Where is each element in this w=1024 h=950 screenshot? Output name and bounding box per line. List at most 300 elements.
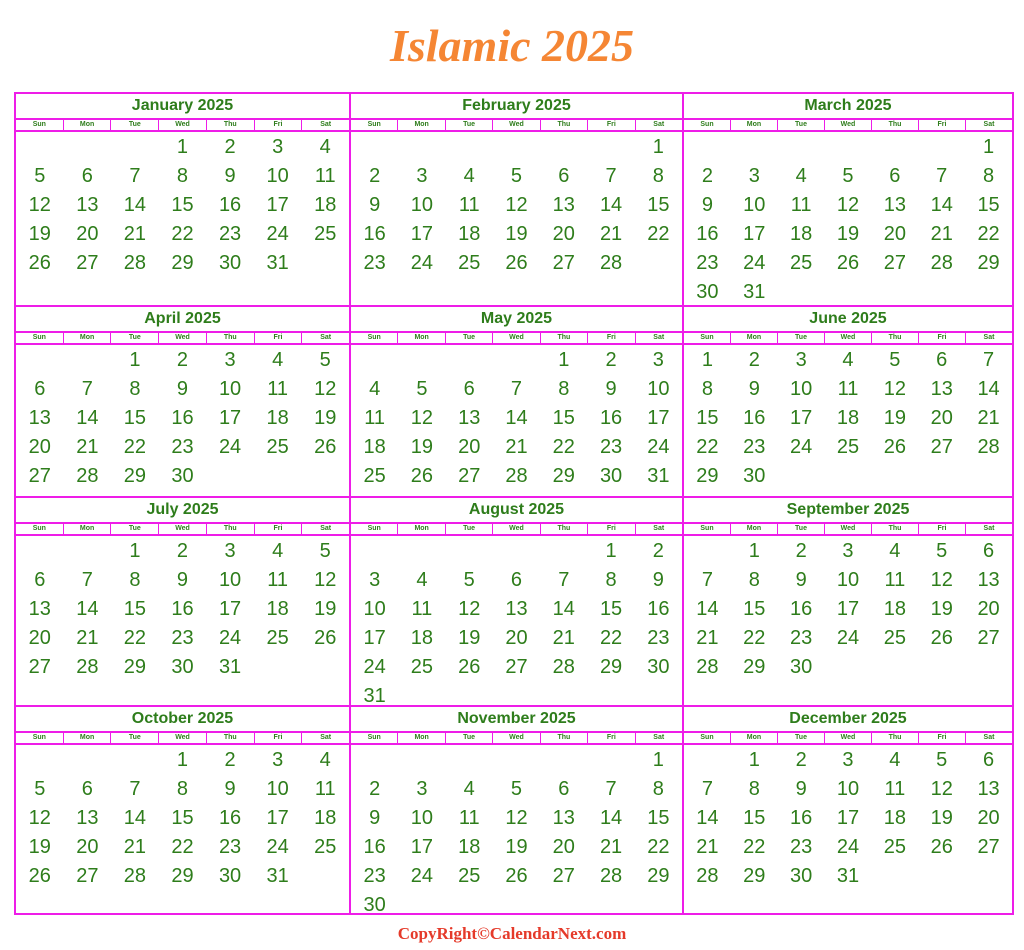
day-cell: 16 <box>599 407 623 429</box>
day-cell: 24 <box>790 436 813 458</box>
day-cell: 28 <box>123 865 147 887</box>
day-cell: 7 <box>605 778 617 800</box>
day-cell: 7 <box>558 569 570 591</box>
weekday-label: Tue <box>445 524 492 534</box>
day-cell: 2 <box>176 540 189 562</box>
weekday-label: Sun <box>367 525 381 532</box>
weekday-label: Fri <box>254 524 302 534</box>
weekday-label: Thu <box>206 733 254 743</box>
day-cell: 19 <box>410 436 434 458</box>
day-cell: 1 <box>748 540 760 562</box>
day-cell: 19 <box>930 598 953 620</box>
day-cell: 24 <box>266 223 289 245</box>
day-cell: 5 <box>319 349 331 371</box>
weekday-header <box>684 333 1012 345</box>
day-cell: 12 <box>505 807 528 829</box>
day-cell: 20 <box>977 807 1000 829</box>
month-block <box>16 94 349 305</box>
day-cell: 4 <box>889 749 901 771</box>
day-cell: 3 <box>652 349 664 371</box>
day-cell: 25 <box>410 656 434 678</box>
day-cell: 31 <box>266 252 289 274</box>
empty-day-cell <box>351 133 398 162</box>
empty-day-cell <box>587 746 634 775</box>
day-cell: 8 <box>176 165 189 187</box>
day-cell: 9 <box>605 378 617 400</box>
day-cell: 1 <box>652 136 664 158</box>
day-cell: 17 <box>410 836 434 858</box>
weekday-label: Sun <box>700 525 714 532</box>
day-cell: 7 <box>129 778 141 800</box>
day-cell: 16 <box>171 407 194 429</box>
month-title: July 2025 <box>16 498 349 524</box>
day-cell: 12 <box>836 194 860 216</box>
day-cell: 27 <box>28 465 51 487</box>
day-cell: 22 <box>647 223 670 245</box>
weekday-header <box>684 524 1012 536</box>
day-cell: 4 <box>272 540 284 562</box>
day-cell: 31 <box>647 465 670 487</box>
day-cell: 28 <box>599 865 623 887</box>
day-cell: 9 <box>795 778 807 800</box>
day-cell: 9 <box>748 378 760 400</box>
day-cell: 10 <box>363 598 386 620</box>
day-cell: 8 <box>748 778 760 800</box>
empty-day-cell <box>540 746 587 775</box>
day-cell: 29 <box>599 656 623 678</box>
day-cell: 6 <box>34 378 46 400</box>
day-cell: 23 <box>363 252 386 274</box>
weekday-label: Sun <box>367 334 381 341</box>
day-cell: 16 <box>790 807 813 829</box>
day-cell: 24 <box>218 627 242 649</box>
day-cell: 3 <box>272 136 284 158</box>
weekday-label: Tue <box>110 733 158 743</box>
day-cell: 23 <box>743 436 766 458</box>
day-cell: 13 <box>505 598 528 620</box>
empty-day-cell <box>446 346 493 375</box>
month-title: June 2025 <box>684 307 1012 333</box>
day-cell: 10 <box>410 194 434 216</box>
day-cell: 15 <box>696 407 719 429</box>
empty-day-cell <box>540 537 587 566</box>
empty-day-cell <box>778 133 825 162</box>
day-cell: 27 <box>883 252 906 274</box>
day-cell: 16 <box>696 223 719 245</box>
day-cell: 8 <box>748 569 760 591</box>
day-cell: 26 <box>314 627 337 649</box>
empty-day-cell <box>540 133 587 162</box>
empty-day-cell <box>64 346 112 375</box>
weekday-label: Tue <box>110 524 158 534</box>
day-cell: 14 <box>696 807 719 829</box>
day-cell: 22 <box>599 627 623 649</box>
day-cell: 9 <box>701 194 713 216</box>
weekday-label: Wed <box>492 120 539 130</box>
day-cell: 8 <box>652 778 664 800</box>
day-cell: 23 <box>696 252 719 274</box>
day-cell: 1 <box>129 349 141 371</box>
day-cell: 1 <box>558 349 570 371</box>
day-cell: 15 <box>743 807 766 829</box>
day-cell: 9 <box>176 569 189 591</box>
weekday-label: Thu <box>871 733 918 743</box>
calendar-row <box>16 496 1012 707</box>
day-cell: 14 <box>552 598 575 620</box>
day-cell: 16 <box>363 223 386 245</box>
weekday-label: Mon <box>63 524 111 534</box>
day-cell: 3 <box>369 569 381 591</box>
day-cell: 29 <box>171 252 194 274</box>
month-block <box>682 94 1012 305</box>
empty-day-cell <box>493 133 540 162</box>
day-cell: 21 <box>123 223 147 245</box>
day-cell: 11 <box>314 165 336 187</box>
day-cell: 14 <box>599 807 623 829</box>
day-cell: 11 <box>314 778 336 800</box>
day-cell: 2 <box>748 349 760 371</box>
day-cell: 30 <box>218 252 242 274</box>
day-cell: 17 <box>790 407 813 429</box>
day-cell: 17 <box>266 194 289 216</box>
day-cell: 31 <box>266 865 289 887</box>
day-cell: 4 <box>319 136 331 158</box>
day-cell: 14 <box>76 407 99 429</box>
day-cell: 13 <box>552 807 575 829</box>
day-cell: 16 <box>647 598 670 620</box>
day-cell: 11 <box>458 807 480 829</box>
day-cell: 11 <box>267 378 289 400</box>
day-cell: 25 <box>266 627 289 649</box>
day-cell: 5 <box>34 165 46 187</box>
days-grid <box>351 745 682 920</box>
weekday-label: Wed <box>158 524 206 534</box>
weekday-label: Sat <box>965 733 1012 743</box>
day-cell: 18 <box>266 598 289 620</box>
day-cell: 20 <box>76 836 99 858</box>
day-cell: 31 <box>743 281 766 303</box>
day-cell: 2 <box>224 136 236 158</box>
day-cell: 30 <box>599 465 623 487</box>
empty-day-cell <box>825 133 872 162</box>
day-cell: 14 <box>505 407 528 429</box>
weekday-label: Fri <box>918 120 965 130</box>
day-cell: 6 <box>510 569 523 591</box>
weekday-label: Mon <box>397 120 444 130</box>
empty-day-cell <box>398 346 445 375</box>
weekday-label: Fri <box>918 333 965 343</box>
day-cell: 15 <box>123 407 147 429</box>
day-cell: 24 <box>647 436 670 458</box>
empty-day-cell <box>446 537 493 566</box>
weekday-label: Wed <box>824 733 871 743</box>
weekday-label: Tue <box>110 120 158 130</box>
weekday-label: Thu <box>206 120 254 130</box>
empty-day-cell <box>111 133 159 162</box>
day-cell: 26 <box>505 252 528 274</box>
day-cell: 7 <box>605 165 617 187</box>
day-cell: 23 <box>171 436 194 458</box>
weekday-label: Wed <box>492 333 539 343</box>
days-grid <box>351 345 682 491</box>
day-cell: 14 <box>599 194 623 216</box>
day-cell: 20 <box>28 627 51 649</box>
weekday-label: Mon <box>730 333 777 343</box>
day-cell: 2 <box>652 540 664 562</box>
empty-day-cell <box>684 537 731 566</box>
weekday-label: Sat <box>301 733 349 743</box>
weekday-header <box>351 524 682 536</box>
day-cell: 27 <box>977 836 1000 858</box>
days-grid <box>16 345 349 491</box>
day-cell: 24 <box>743 252 766 274</box>
day-cell: 18 <box>883 598 906 620</box>
empty-day-cell <box>587 133 634 162</box>
day-cell: 6 <box>558 165 570 187</box>
day-cell: 10 <box>218 378 242 400</box>
day-cell: 28 <box>930 252 953 274</box>
day-cell: 30 <box>743 465 766 487</box>
weekday-label: Sun <box>700 734 714 741</box>
day-cell: 28 <box>123 252 147 274</box>
empty-day-cell <box>871 133 918 162</box>
weekday-label: Sun <box>367 121 381 128</box>
day-cell: 9 <box>795 569 807 591</box>
weekday-label: Wed <box>824 524 871 534</box>
day-cell: 5 <box>319 540 331 562</box>
weekday-label: Tue <box>445 733 492 743</box>
day-cell: 16 <box>363 836 386 858</box>
weekday-header <box>351 733 682 745</box>
weekday-label: Fri <box>587 524 634 534</box>
day-cell: 17 <box>218 598 242 620</box>
day-cell: 24 <box>836 627 860 649</box>
day-cell: 5 <box>510 778 523 800</box>
copyright-footer: CopyRight©CalendarNext.com <box>397 924 627 943</box>
day-cell: 14 <box>76 598 99 620</box>
weekday-label: Mon <box>63 733 111 743</box>
day-cell: 7 <box>936 165 948 187</box>
weekday-label: Sun <box>32 121 46 128</box>
day-cell: 18 <box>836 407 860 429</box>
day-cell: 4 <box>369 378 381 400</box>
day-cell: 17 <box>743 223 766 245</box>
day-cell: 11 <box>364 407 386 429</box>
day-cell: 13 <box>28 407 51 429</box>
weekday-label: Wed <box>158 120 206 130</box>
day-cell: 12 <box>930 778 953 800</box>
weekday-label: Tue <box>777 333 824 343</box>
day-cell: 6 <box>34 569 46 591</box>
day-cell: 1 <box>701 349 713 371</box>
day-cell: 4 <box>463 778 475 800</box>
weekday-label: Sun <box>700 334 714 341</box>
day-cell: 18 <box>458 223 481 245</box>
day-cell: 27 <box>76 252 99 274</box>
month-title: October 2025 <box>16 707 349 733</box>
day-cell: 12 <box>458 598 481 620</box>
calendar-row <box>16 94 1012 305</box>
day-cell: 21 <box>977 407 1000 429</box>
weekday-label: Wed <box>158 733 206 743</box>
day-cell: 24 <box>218 436 242 458</box>
day-cell: 6 <box>983 749 995 771</box>
day-cell: 18 <box>266 407 289 429</box>
empty-day-cell <box>731 133 778 162</box>
day-cell: 21 <box>599 836 623 858</box>
day-cell: 20 <box>883 223 906 245</box>
day-cell: 31 <box>363 685 386 707</box>
day-cell: 1 <box>983 136 995 158</box>
day-cell: 5 <box>463 569 475 591</box>
day-cell: 27 <box>28 656 51 678</box>
weekday-header <box>16 524 349 536</box>
day-cell: 20 <box>930 407 953 429</box>
weekday-label: Thu <box>540 524 587 534</box>
empty-day-cell <box>398 746 445 775</box>
day-cell: 19 <box>505 836 528 858</box>
days-grid <box>16 536 349 682</box>
day-cell: 10 <box>743 194 766 216</box>
day-cell: 18 <box>363 436 386 458</box>
day-cell: 14 <box>123 194 147 216</box>
weekday-label: Sun <box>32 734 46 741</box>
day-cell: 29 <box>552 465 575 487</box>
day-cell: 31 <box>836 865 860 887</box>
day-cell: 6 <box>983 540 995 562</box>
day-cell: 18 <box>458 836 481 858</box>
day-cell: 7 <box>701 778 713 800</box>
day-cell: 30 <box>790 865 813 887</box>
empty-day-cell <box>446 133 493 162</box>
weekday-label: Sat <box>301 524 349 534</box>
day-cell: 20 <box>552 836 575 858</box>
day-cell: 20 <box>552 223 575 245</box>
day-cell: 13 <box>930 378 953 400</box>
day-cell: 27 <box>930 436 953 458</box>
days-grid <box>684 132 1012 307</box>
weekday-label: Mon <box>397 333 444 343</box>
day-cell: 18 <box>314 807 337 829</box>
day-cell: 12 <box>410 407 434 429</box>
day-cell: 5 <box>936 540 948 562</box>
day-cell: 7 <box>81 569 93 591</box>
day-cell: 12 <box>930 569 953 591</box>
day-cell: 1 <box>176 136 189 158</box>
weekday-label: Sat <box>965 333 1012 343</box>
weekday-label: Mon <box>397 733 444 743</box>
day-cell: 26 <box>458 656 481 678</box>
day-cell: 3 <box>795 349 807 371</box>
day-cell: 5 <box>416 378 428 400</box>
month-block <box>16 707 349 915</box>
day-cell: 19 <box>883 407 906 429</box>
weekday-label: Mon <box>730 733 777 743</box>
day-cell: 12 <box>314 569 337 591</box>
days-grid <box>684 345 1012 491</box>
day-cell: 25 <box>266 436 289 458</box>
day-cell: 4 <box>842 349 854 371</box>
day-cell: 25 <box>836 436 860 458</box>
day-cell: 17 <box>363 627 386 649</box>
day-cell: 11 <box>884 569 906 591</box>
weekday-header <box>351 120 682 132</box>
day-cell: 11 <box>837 378 859 400</box>
weekday-header <box>684 733 1012 745</box>
page-title: Islamic 2025 <box>389 20 635 71</box>
day-cell: 19 <box>314 407 337 429</box>
month-title: November 2025 <box>351 707 682 733</box>
day-cell: 8 <box>652 165 664 187</box>
day-cell: 27 <box>977 627 1000 649</box>
day-cell: 22 <box>977 223 1000 245</box>
day-cell: 9 <box>224 778 236 800</box>
day-cell: 20 <box>505 627 528 649</box>
day-cell: 6 <box>558 778 570 800</box>
day-cell: 28 <box>76 465 99 487</box>
weekday-label: Tue <box>110 333 158 343</box>
day-cell: 10 <box>790 378 813 400</box>
day-cell: 22 <box>123 627 147 649</box>
day-cell: 2 <box>224 749 236 771</box>
weekday-header <box>16 120 349 132</box>
days-grid <box>16 745 349 891</box>
weekday-label: Fri <box>254 120 302 130</box>
day-cell: 14 <box>977 378 1000 400</box>
weekday-label: Thu <box>206 524 254 534</box>
day-cell: 3 <box>416 165 428 187</box>
day-cell: 11 <box>411 598 433 620</box>
day-cell: 5 <box>510 165 523 187</box>
day-cell: 8 <box>558 378 570 400</box>
weekday-label: Thu <box>206 333 254 343</box>
day-cell: 29 <box>123 465 147 487</box>
day-cell: 15 <box>743 598 766 620</box>
empty-day-cell <box>398 133 445 162</box>
day-cell: 24 <box>266 836 289 858</box>
weekday-label: Thu <box>871 333 918 343</box>
day-cell: 20 <box>28 436 51 458</box>
day-cell: 20 <box>458 436 481 458</box>
weekday-label: Thu <box>540 120 587 130</box>
day-cell: 10 <box>647 378 670 400</box>
day-cell: 26 <box>410 465 434 487</box>
day-cell: 23 <box>171 627 194 649</box>
day-cell: 30 <box>790 656 813 678</box>
day-cell: 21 <box>696 627 719 649</box>
month-title: February 2025 <box>351 94 682 120</box>
month-block <box>682 707 1012 915</box>
weekday-label: Sat <box>635 333 682 343</box>
day-cell: 25 <box>458 252 481 274</box>
day-cell: 22 <box>171 836 194 858</box>
day-cell: 25 <box>458 865 481 887</box>
day-cell: 15 <box>599 598 623 620</box>
day-cell: 30 <box>696 281 719 303</box>
day-cell: 9 <box>224 165 236 187</box>
day-cell: 1 <box>605 540 617 562</box>
weekday-header <box>684 120 1012 132</box>
day-cell: 4 <box>319 749 331 771</box>
day-cell: 15 <box>171 194 194 216</box>
weekday-label: Fri <box>254 333 302 343</box>
day-cell: 23 <box>790 836 813 858</box>
day-cell: 26 <box>883 436 906 458</box>
weekday-label: Sat <box>965 524 1012 534</box>
day-cell: 8 <box>983 165 995 187</box>
day-cell: 16 <box>218 194 242 216</box>
day-cell: 19 <box>314 598 337 620</box>
